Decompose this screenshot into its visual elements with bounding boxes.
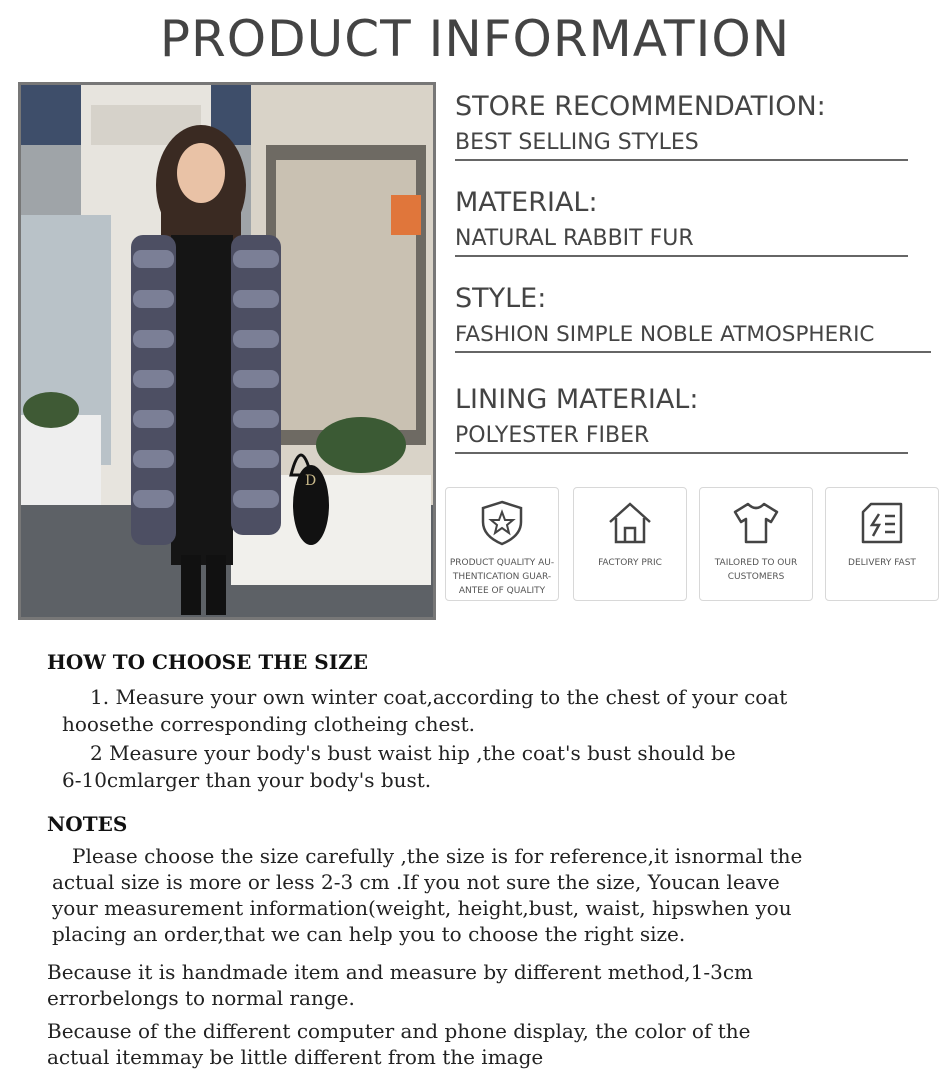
size-guide-line: 1. Measure your own winter coat,according to the chest of your coat bbox=[90, 685, 788, 709]
info-value: NATURAL RABBIT FUR bbox=[455, 225, 908, 257]
page-title: PRODUCT INFORMATION bbox=[159, 10, 791, 68]
size-guide-line: 2 Measure your body's bust waist hip ,the coat's bust should be bbox=[90, 741, 736, 765]
info-recommendation bbox=[455, 91, 935, 161]
size-guide-title: HOW TO CHOOSE THE SIZE bbox=[47, 650, 368, 674]
house-icon bbox=[605, 498, 655, 548]
badge-quality bbox=[445, 487, 559, 601]
shield-star-icon bbox=[477, 498, 527, 548]
info-lining bbox=[455, 384, 935, 454]
notes-line: actual size is more or less 2-3 cm .If you not sure the size, Youcan leave bbox=[52, 870, 780, 894]
notes-line: Because of the different computer and phone display, the color of the bbox=[47, 1019, 751, 1043]
product-photo bbox=[18, 82, 436, 620]
delivery-icon bbox=[857, 498, 907, 548]
info-value: POLYESTER FIBER bbox=[455, 422, 908, 454]
notes-line: placing an order,that we can help you to choose the right size. bbox=[52, 922, 686, 946]
badge-delivery bbox=[825, 487, 939, 601]
notes-line: Because it is handmade item and measure by different method,1-3cm bbox=[47, 960, 754, 984]
notes-line: your measurement information(weight, height,bust, waist, hipswhen you bbox=[52, 896, 792, 920]
size-guide-line: 6-10cmlarger than your body's bust. bbox=[62, 768, 432, 792]
badge-label: FACTORY PRIC bbox=[598, 558, 662, 568]
info-value: BEST SELLING STYLES bbox=[455, 129, 908, 161]
info-label: STYLE: bbox=[455, 283, 547, 314]
badge-factory bbox=[573, 487, 687, 601]
info-label: STORE RECOMMENDATION: bbox=[455, 91, 826, 122]
badge-label: PRODUCT QUALITY AU-THENTICATION GUAR-ANTEE OF QUALITY bbox=[449, 558, 555, 596]
badge-tailored bbox=[699, 487, 813, 601]
notes-line: actual itemmay be little different from the image bbox=[47, 1045, 544, 1069]
info-label: MATERIAL: bbox=[455, 187, 598, 218]
info-label: LINING MATERIAL: bbox=[455, 384, 699, 415]
badge-label: TAILORED TO OUR CUSTOMERS bbox=[714, 558, 798, 582]
service-badges bbox=[445, 487, 945, 603]
info-value: FASHION SIMPLE NOBLE ATMOSPHERIC bbox=[455, 321, 931, 353]
svg-text:D: D bbox=[305, 473, 317, 489]
notes-title: NOTES bbox=[47, 812, 128, 836]
notes-line: Please choose the size carefully ,the size is for reference,it isnormal the bbox=[72, 844, 803, 868]
tshirt-icon bbox=[731, 498, 781, 548]
model-in-fur-coat-image bbox=[21, 85, 433, 617]
size-guide-line: hoosethe corresponding clotheing chest. bbox=[62, 712, 476, 736]
info-style bbox=[455, 283, 935, 353]
badge-label: DELIVERY FAST bbox=[848, 558, 916, 568]
notes-line: errorbelongs to normal range. bbox=[47, 986, 355, 1010]
info-material bbox=[455, 187, 935, 257]
